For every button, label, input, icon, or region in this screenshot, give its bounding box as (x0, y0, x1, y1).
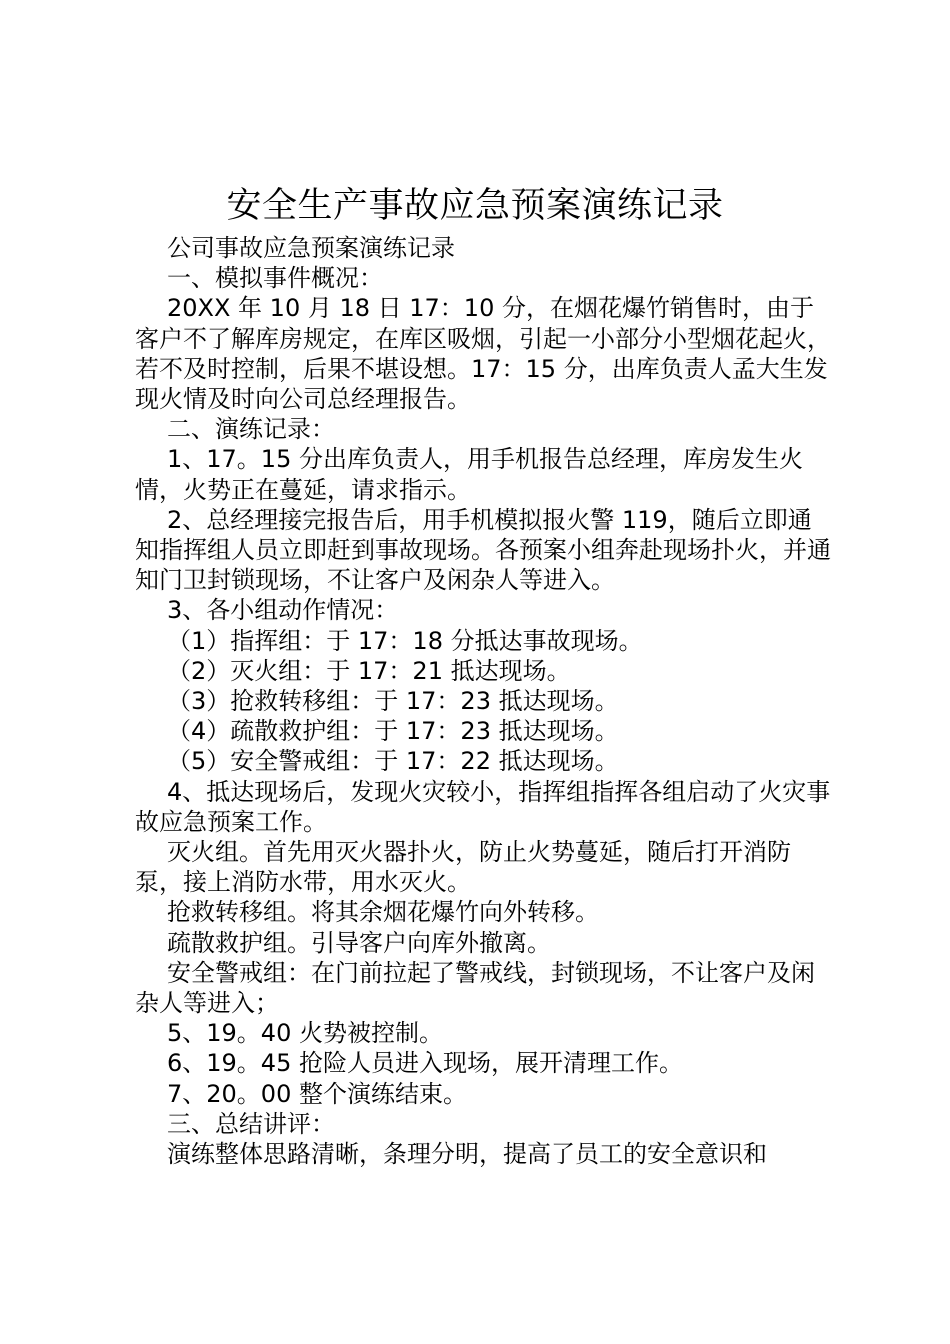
group-arrival-security: （5）安全警戒组：于 17：22 抵达现场。 (167, 747, 619, 776)
paragraph-subtitle: 公司事故应急预案演练记录 (167, 234, 455, 262)
record-item-4: 4、抵达现场后，发现火灾较小，指挥组指挥各组启动了火灾事故应急预案工作。 (135, 777, 831, 836)
group-arrival-command: （1）指挥组：于 17：18 分抵达事故现场。 (167, 626, 643, 655)
record-item-7: 7、20。00 整个演练结束。 (167, 1079, 467, 1108)
paragraph-scenario: 20XX 年 10 月 18 日 17：10 分，在烟花爆竹销售时，由于客户不了解库房规定，在库区吸烟，引起一小部分小型烟花起火，若不及时控制，后果不堪设想。17：15 分，出库负责人孟大生发现火情及时向公司总经理报告。 (135, 294, 831, 414)
record-item-2: 2、总经理接完报告后，用手机模拟报火警 119，随后立即通知指挥组人员立即赶到事故现场。各预案小组奔赴现场扑火，并通知门卫封锁现场，不让客户及闲杂人等进入。 (135, 505, 831, 595)
paragraph-firefighting-group: 灭火组。首先用灭火器扑火，防止火势蔓延，随后打开消防泵，接上消防水带，用水灭火。 (135, 838, 791, 897)
document-body (135, 233, 835, 1169)
group-arrival-firefighting: （2）灭火组：于 17：21 抵达现场。 (167, 656, 571, 685)
paragraph-security-group: 安全警戒组：在门前拉起了警戒线，封锁现场，不让客户及闲杂人等进入； (135, 958, 815, 1018)
paragraph-evacuation-group: 疏散救护组。引导客户向库外撤离。 (167, 928, 551, 957)
record-item-6: 6、19。45 抢险人员进入现场，展开清理工作。 (167, 1049, 683, 1078)
group-arrival-evacuation: （4）疏散救护组：于 17：23 抵达现场。 (167, 717, 619, 746)
section-heading-record: 二、演练记录： (167, 415, 335, 444)
document-title: 安全生产事故应急预案演练记录 (226, 186, 724, 226)
record-item-3: 3、各小组动作情况： (167, 596, 399, 625)
paragraph-rescue-group: 抢救转移组。将其余烟花爆竹向外转移。 (167, 898, 599, 927)
group-arrival-rescue: （3）抢救转移组：于 17：23 抵达现场。 (167, 687, 619, 716)
record-item-5: 5、19。40 火势被控制。 (167, 1019, 443, 1048)
section-heading-summary: 三、总结讲评： (167, 1109, 335, 1138)
section-heading-scenario: 一、模拟事件概况： (167, 264, 383, 293)
record-item-1: 1、17。15 分出库负责人，用手机报告总经理，库房发生火情，火势正在蔓延，请求指示。 (135, 445, 803, 504)
paragraph-summary: 演练整体思路清晰，条理分明，提高了员工的安全意识和 (167, 1140, 767, 1169)
